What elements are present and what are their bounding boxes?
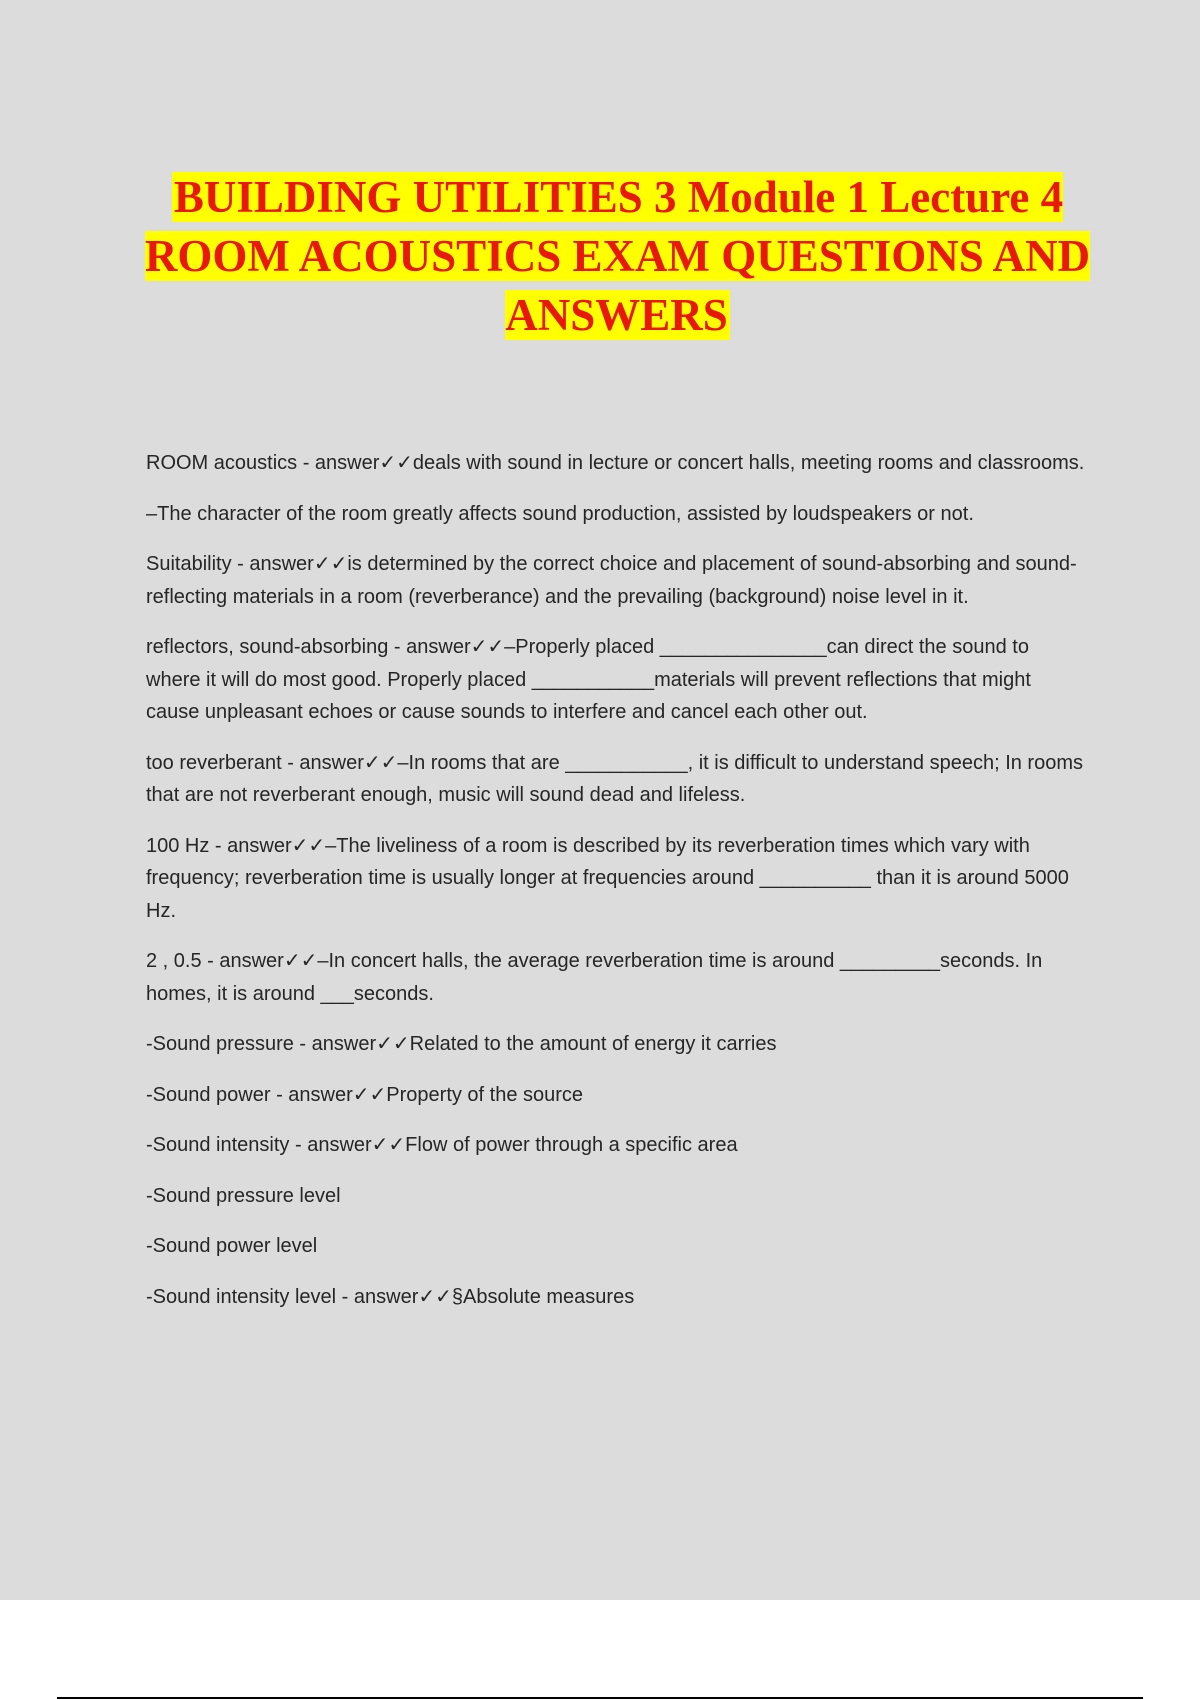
qa-paragraph-suitability: Suitability - answer✓✓is determined by the correct choice and placement of sound-absorbing and sound-reflecting materials in a room (reverberance) and the prevailing (background) noise level in it.	[146, 553, 1077, 608]
qa-paragraph-sound-intensity-level: -Sound intensity level - answer✓✓§Absolute measures	[146, 1285, 635, 1308]
qa-paragraph-sound-pressure: -Sound pressure - answer✓✓Related to the amount of energy it carries	[146, 1033, 777, 1055]
qa-paragraph-100hz: 100 Hz - answer✓✓–The liveliness of a room is described by its reverberation times which vary with frequency; reverberation time is usually longer at frequencies around __________ than it is around 5000 Hz.	[146, 834, 1069, 922]
page-separator-line	[57, 1697, 1143, 1699]
qa-paragraph-sound-pressure-level: -Sound pressure level	[146, 1184, 341, 1207]
document-title	[120, 168, 1115, 345]
qa-paragraph-too-reverberant: too reverberant - answer✓✓–In rooms that are ___________, it is difficult to understand speech; In rooms that are not reverberant enough, music will sound dead and lifeless.	[146, 751, 1084, 806]
title-highlight: BUILDING UTILITIES 3 Module 1 Lecture 4 ROOM ACOUSTICS EXAM QUESTIONS AND ANSWERS	[144, 172, 1091, 340]
qa-paragraph-room-character: –The character of the room greatly affects sound production, assisted by loudspeakers or not.	[146, 502, 974, 525]
qa-content	[146, 447, 1086, 1331]
qa-paragraph-sound-intensity: -Sound intensity - answer✓✓Flow of power through a specific area	[146, 1134, 738, 1156]
qa-paragraph-reflectors: reflectors, sound-absorbing - answer✓✓–Properly placed _______________can direct the sound to where it will do most good. Properly placed ___________materials will prevent reflections that might cause unpleasant echoes or cause sounds to interfere and cancel each other out.	[146, 636, 1031, 723]
qa-paragraph-reverberation-time: 2 , 0.5 - answer✓✓–In concert halls, the average reverberation time is around _________seconds. In homes, it is around ___seconds.	[146, 950, 1043, 1005]
qa-paragraph-sound-power-level: -Sound power level	[146, 1235, 318, 1257]
qa-paragraph-room-acoustics: ROOM acoustics - answer✓✓deals with sound in lecture or concert halls, meeting rooms and classrooms.	[146, 452, 1085, 474]
qa-paragraph-sound-power: -Sound power - answer✓✓Property of the source	[146, 1083, 584, 1106]
